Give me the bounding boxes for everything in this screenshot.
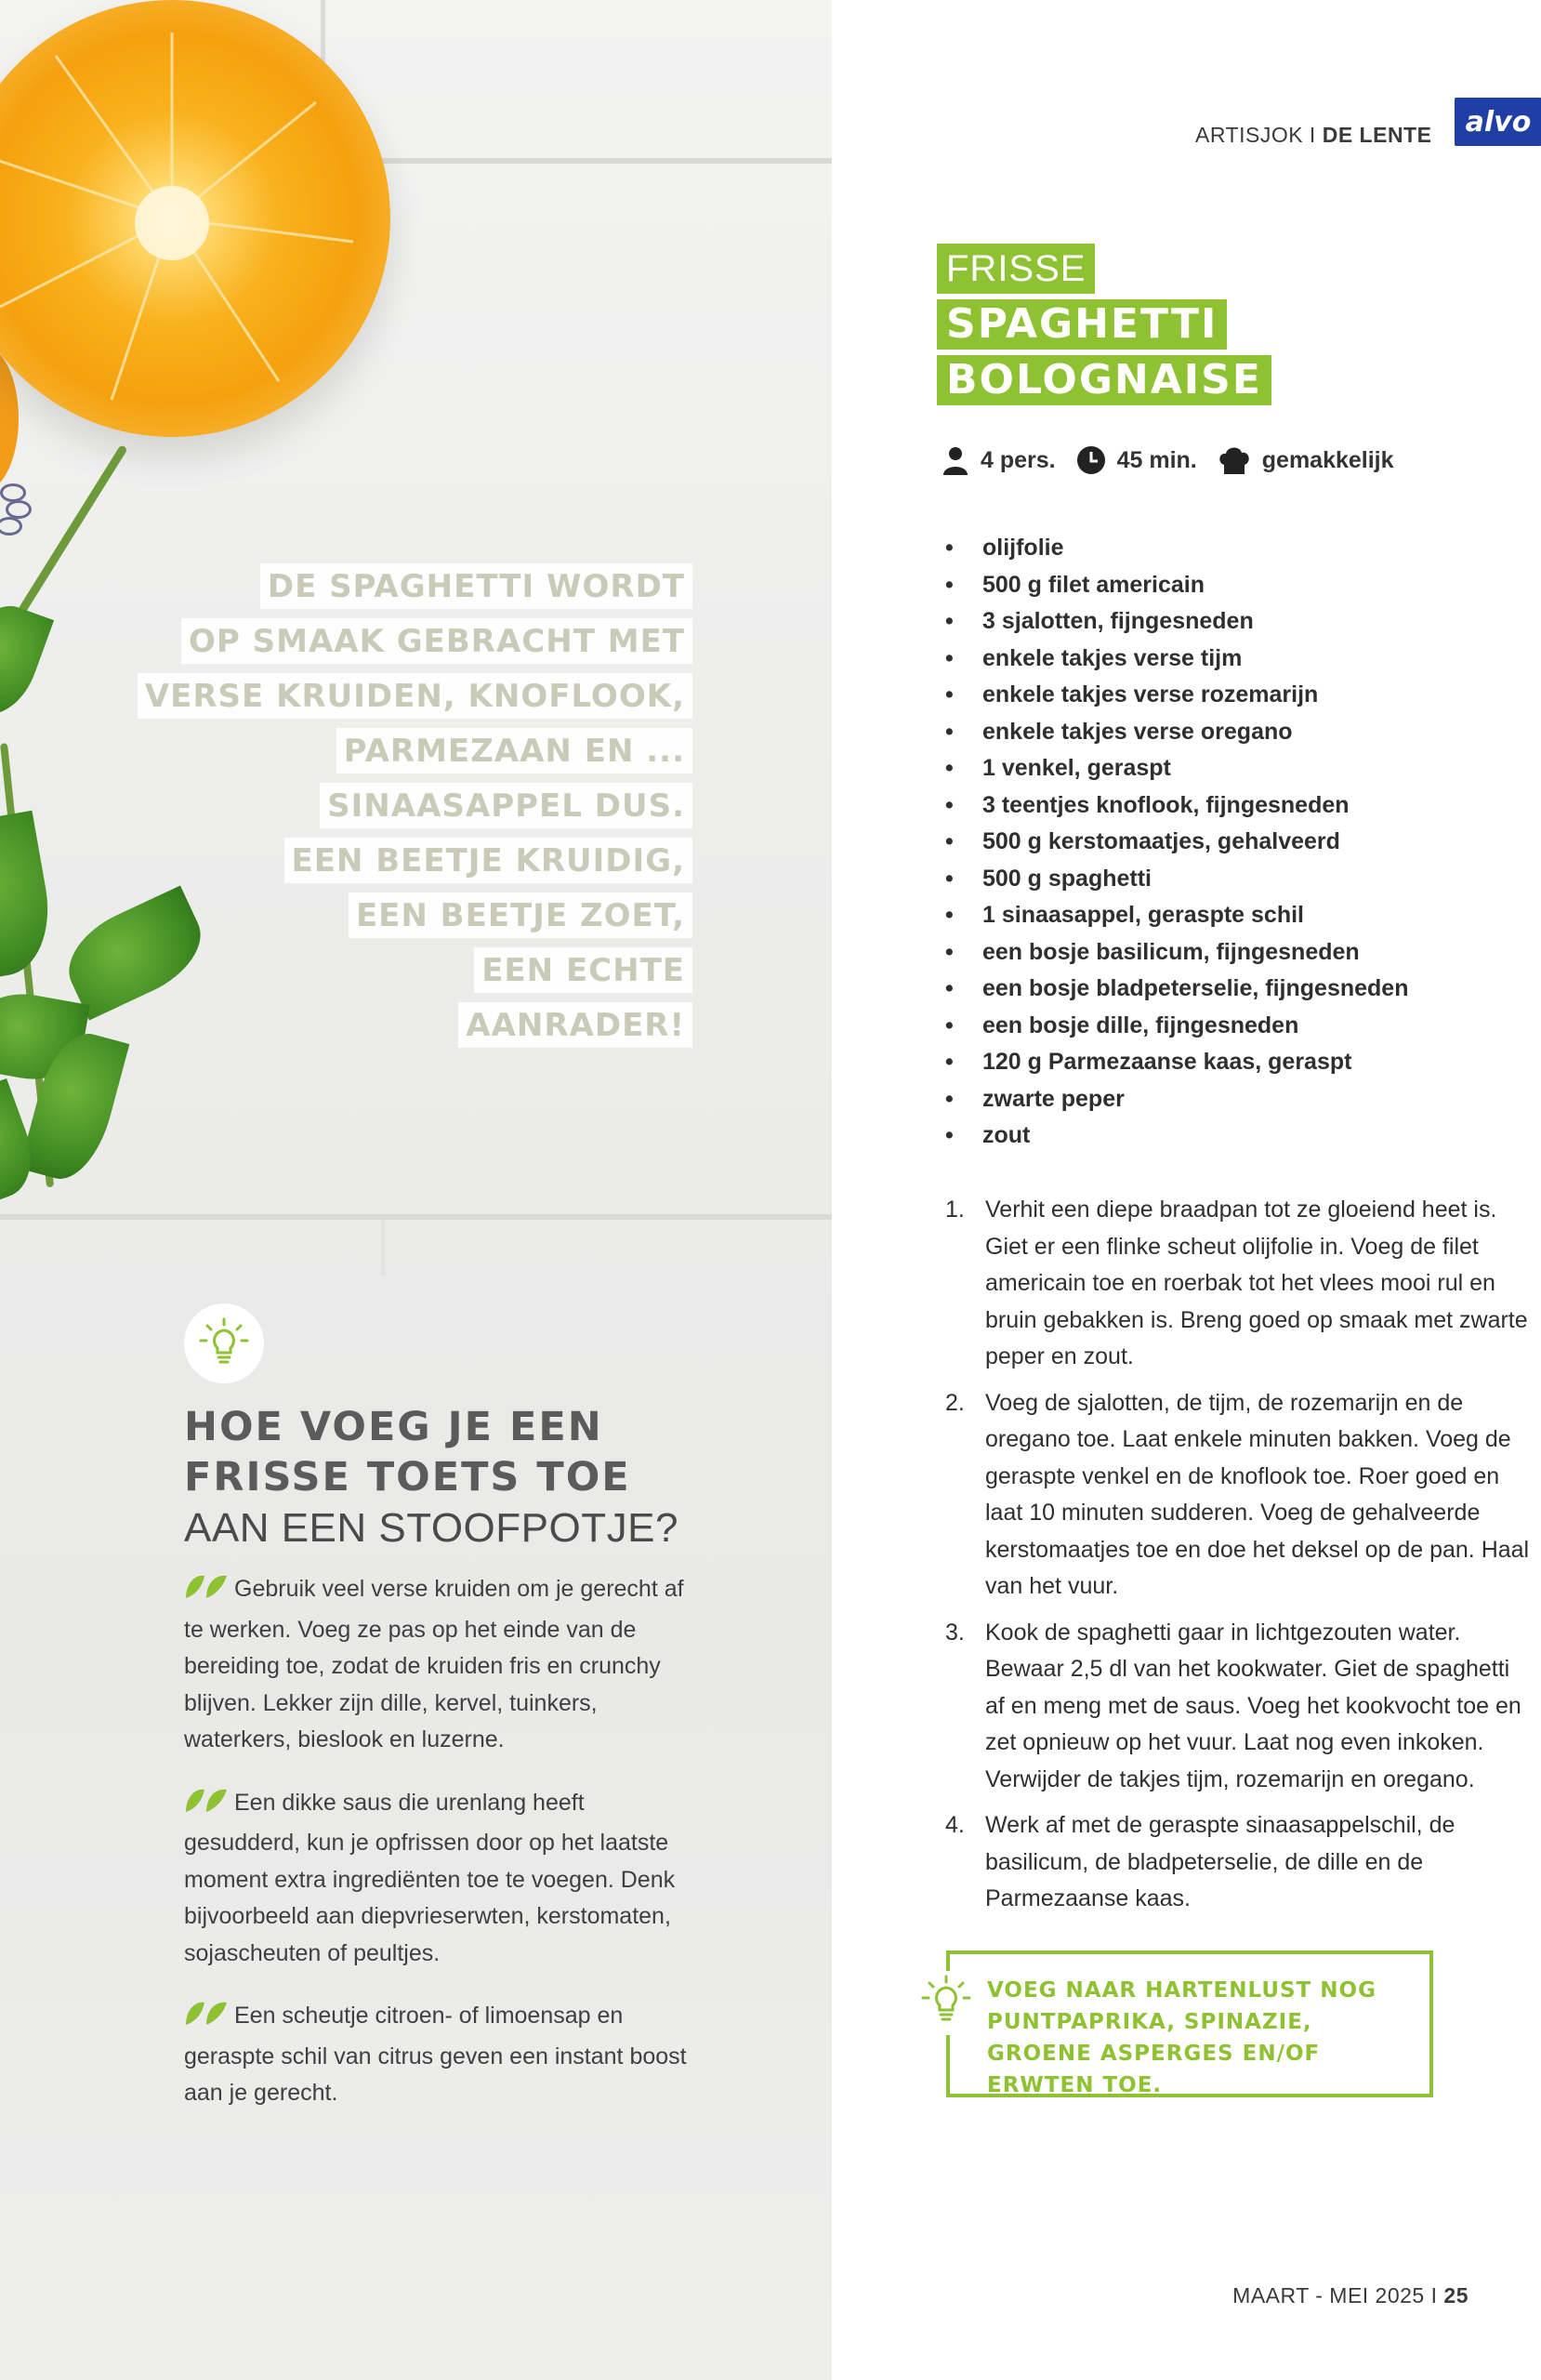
ingredient-item: • 1 sinaasappel, geraspte schil xyxy=(941,897,1517,934)
tip-text: Gebruik veel verse kruiden om je gerecht af te werken. Voeg ze pas op het einde van de bereiding toe, zodat de kruiden fris en crunchy blijven. Lekker zijn dille, kervel, tuinkers, waterkers, bieslook en luzerne. xyxy=(184,1576,684,1752)
step-item xyxy=(941,1615,1535,1799)
tile-grout xyxy=(0,1214,832,1220)
ingredient-item: • zout xyxy=(941,1117,1517,1155)
quote-line: AANRADER! xyxy=(458,1002,692,1048)
quote-line: OP SMAAK GEBRACHT MET xyxy=(181,618,692,664)
lavender-flower xyxy=(0,483,26,502)
ingredient-item: • 500 g filet americain xyxy=(941,567,1517,604)
lightbulb-icon xyxy=(916,1971,976,2035)
ingredient-item: • 120 g Parmezaanse kaas, geraspt xyxy=(941,1044,1517,1081)
clock-icon xyxy=(1076,445,1106,475)
lavender-flower xyxy=(6,500,32,519)
page-number: 25 xyxy=(1443,2283,1469,2307)
ingredient-item: • 1 venkel, geraspt xyxy=(941,750,1517,787)
ingredient-item: • zwarte peper xyxy=(941,1081,1517,1118)
leaf-icon xyxy=(184,1572,229,1612)
quote-line: SINAASAPPEL DUS. xyxy=(320,783,692,828)
leaf-icon xyxy=(184,1786,229,1826)
step-number: 4. xyxy=(945,1812,965,1838)
quote-line: EEN ECHTE xyxy=(474,947,692,993)
persons-value: 4 pers. xyxy=(981,446,1056,473)
tip-list xyxy=(184,1571,705,2138)
lavender-flower xyxy=(0,517,22,536)
recipe-meta xyxy=(942,444,1415,476)
ingredient-item: • een bosje bladpeterselie, fijngesneden xyxy=(941,971,1517,1008)
lightbulb-icon xyxy=(184,1303,264,1383)
title-line: BOLOGNAISE xyxy=(937,355,1271,405)
step-number: 2. xyxy=(945,1389,965,1416)
quote-line: PARMEZAAN EN ... xyxy=(336,728,692,774)
ingredient-item: • 3 sjalotten, fijngesneden xyxy=(941,603,1517,641)
page-footer xyxy=(1232,2283,1469,2308)
tip-item xyxy=(184,1571,705,1759)
tip-text: Een scheutje citroen- of limoensap en geraspte schil van citrus geven een instant boost aan je gerecht. xyxy=(184,2003,687,2106)
step-text: Verhit een diepe braadpan tot ze gloeiend heet is. Giet er een flinke scheut olijfolie in. Voeg de filet americain toe en roerbak tot het vlees mooi rul en bruin gebakken is. Breng goed op smaak met zwarte peper en zout. xyxy=(985,1197,1528,1369)
chef-hat-icon xyxy=(1218,444,1251,476)
section-label-bold: DE LENTE xyxy=(1322,123,1432,147)
orange-slice xyxy=(0,0,390,437)
step-list xyxy=(941,1192,1535,1927)
difficulty-value: gemakkelijk xyxy=(1261,446,1394,473)
person-icon xyxy=(942,445,969,475)
ingredient-list xyxy=(941,530,1517,1155)
tip-title xyxy=(184,1402,779,1554)
ingredient-item: • een bosje dille, fijngesneden xyxy=(941,1008,1517,1045)
ingredient-item: • een bosje basilicum, fijngesneden xyxy=(941,934,1517,972)
ingredient-item: • enkele takjes verse rozemarijn xyxy=(941,677,1517,714)
ingredient-item: • 3 teentjes knoflook, fijngesneden xyxy=(941,787,1517,825)
ingredient-item: • 500 g kerstomaatjes, gehalveerd xyxy=(941,824,1517,861)
quote-line: DE SPAGHETTI WORDT xyxy=(260,563,692,609)
recipe-title xyxy=(937,244,1271,411)
tip-subtitle: AAN EEN STOOFPOTJE? xyxy=(184,1505,678,1551)
ingredient-item: • enkele takjes verse tijm xyxy=(941,641,1517,678)
tip-item xyxy=(184,1785,705,1973)
quote-line: EEN BEETJE KRUIDIG, xyxy=(284,838,693,883)
title-line: SPAGHETTI xyxy=(937,299,1227,350)
time-meta xyxy=(1076,445,1197,475)
step-item xyxy=(941,1807,1535,1918)
tip-title-line: HOE VOEG JE EEN xyxy=(184,1404,603,1450)
issue-label: MAART - MEI 2025 I xyxy=(1232,2283,1438,2307)
alvo-logo xyxy=(1455,98,1541,146)
ingredient-item: • olijfolie xyxy=(941,530,1517,567)
tip-item xyxy=(184,1998,705,2112)
time-value: 45 min. xyxy=(1116,446,1197,473)
title-line: FRISSE xyxy=(937,244,1095,294)
tip-box xyxy=(946,1950,1433,2097)
step-number: 1. xyxy=(945,1197,965,1223)
leaf-icon xyxy=(184,1999,229,2039)
step-item xyxy=(941,1192,1535,1376)
tip-title-line: FRISSE TOETS TOE xyxy=(184,1454,631,1501)
ingredient-item: • 500 g spaghetti xyxy=(941,861,1517,898)
tile-grout xyxy=(381,1220,386,1276)
quote-line: EEN BEETJE ZOET, xyxy=(349,892,692,938)
section-breadcrumb xyxy=(1195,123,1431,148)
step-text: Werk af met de geraspte sinaasappelschil, de basilicum, de bladpeterselie, de dille en de Parmezaanse kaas. xyxy=(985,1812,1455,1911)
tip-text: Een dikke saus die urenlang heeft gesudderd, kun je opfrissen door op het laatste moment extra ingrediënten toe te voegen. Denk bijvoorbeeld aan diepvrieserwten, kerstomaten, sojascheuten of peultjes. xyxy=(184,1789,676,1966)
section-label: ARTISJOK I xyxy=(1195,123,1316,147)
step-text: Voeg de sjalotten, de tijm, de rozemarijn en de oregano toe. Laat enkele minuten bakken. Voeg de geraspte venkel en de knoflook toe. Roer goed en laat 10 minuten sudderen. Voeg de gehalveerde kerstomaatjes toe en doe het deksel op de pan. Haal van het vuur. xyxy=(985,1389,1530,1599)
ingredient-item: • enkele takjes verse oregano xyxy=(941,714,1517,751)
persons-meta xyxy=(942,445,1056,475)
tip-box-text: VOEG NAAR HARTENLUST NOG PUNTPAPRIKA, SPINAZIE, GROENE ASPERGES EN/OF ERWTEN TOE. xyxy=(987,1978,1376,2097)
step-item xyxy=(941,1385,1535,1606)
step-text: Kook de spaghetti gaar in lichtgezouten water. Bewaar 2,5 dl van het kookwater. Giet de spaghetti af en meng met de saus. Voeg het kookvocht toe en zet opnieuw op het vuur. Laat nog even inkoken. Verwijder de takjes tijm, rozemarijn en oregano. xyxy=(985,1619,1521,1792)
pull-quote xyxy=(23,563,692,1057)
logo-text: alvo xyxy=(1465,105,1532,139)
step-number: 3. xyxy=(945,1619,965,1646)
difficulty-meta xyxy=(1218,444,1394,476)
quote-line: VERSE KRUIDEN, KNOFLOOK, xyxy=(138,673,692,719)
